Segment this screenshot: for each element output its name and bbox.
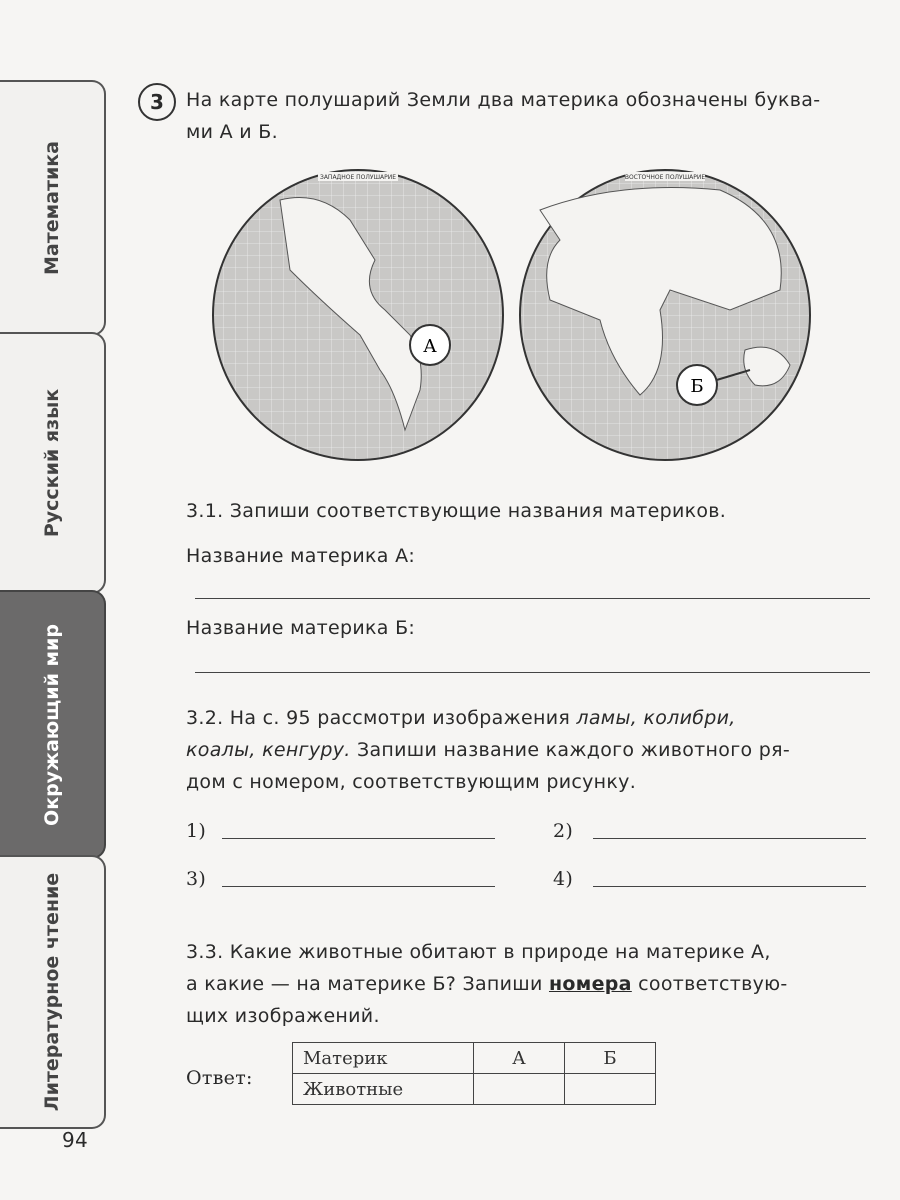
answer-cell-a[interactable] [474, 1074, 565, 1105]
header-b: Б [565, 1043, 656, 1074]
task-number: 3 [138, 83, 176, 121]
tab-world[interactable] [0, 590, 106, 859]
q33-line3: щих изображений. [186, 1005, 380, 1027]
q32-line1: 3.2. На с. 95 рассмотри изображения ламы, колибри, [186, 707, 736, 729]
n2: 2) [553, 820, 574, 842]
tab-label: Русский язык [41, 388, 64, 538]
field-b-label: Название материка Б: [186, 617, 416, 639]
page-number: 94 [62, 1128, 89, 1152]
answer-line-b[interactable] [195, 672, 870, 673]
q32-line2: коалы, кенгуру. Запиши название каждого животного ря- [186, 739, 790, 761]
hemispheres-map [200, 160, 820, 470]
q32-line3: дом с номером, соответствующим рисунку. [186, 771, 637, 793]
n1: 1) [186, 820, 207, 842]
header-a: А [474, 1043, 565, 1074]
answer-cell-b[interactable] [565, 1074, 656, 1105]
answer-label: Ответ: [186, 1067, 253, 1089]
header-continent: Материк [293, 1043, 474, 1074]
answer-line-2[interactable] [593, 838, 866, 839]
n4: 4) [553, 868, 574, 890]
task-intro-1: На карте полушарий Земли два материка обозначены буква- [186, 89, 821, 111]
answer-table [292, 1042, 656, 1105]
tab-math[interactable] [0, 80, 106, 336]
label-b: Б [690, 376, 704, 397]
q33-line2: а какие — на материке Б? Запиши номера соответствую- [186, 973, 788, 995]
tab-label: Литературное чтение [41, 872, 63, 1112]
western-hemisphere [213, 170, 503, 460]
row-animals: Животные [293, 1074, 474, 1105]
tab-reading[interactable] [0, 855, 106, 1129]
tab-label: Окружающий мир [41, 623, 64, 826]
answer-line-4[interactable] [593, 886, 866, 887]
answer-line-1[interactable] [222, 838, 495, 839]
task-intro-2: ми А и Б. [186, 121, 278, 143]
answer-line-3[interactable] [222, 886, 495, 887]
n3: 3) [186, 868, 207, 890]
q31-title: 3.1. Запиши соответствующие названия материков. [186, 500, 727, 522]
western-hemisphere-title: ЗАПАДНОЕ ПОЛУШАРИЕ [319, 174, 397, 181]
answer-line-a[interactable] [195, 598, 870, 599]
label-a: А [423, 336, 437, 357]
eastern-hemisphere [520, 170, 810, 460]
q33-line1: 3.3. Какие животные обитают в природе на материке А, [186, 941, 771, 963]
field-a-label: Название материка А: [186, 545, 416, 567]
eastern-hemisphere-title: ВОСТОЧНОЕ ПОЛУШАРИЕ [624, 174, 706, 181]
tab-russian[interactable] [0, 332, 106, 594]
tab-label: Математика [41, 140, 63, 276]
